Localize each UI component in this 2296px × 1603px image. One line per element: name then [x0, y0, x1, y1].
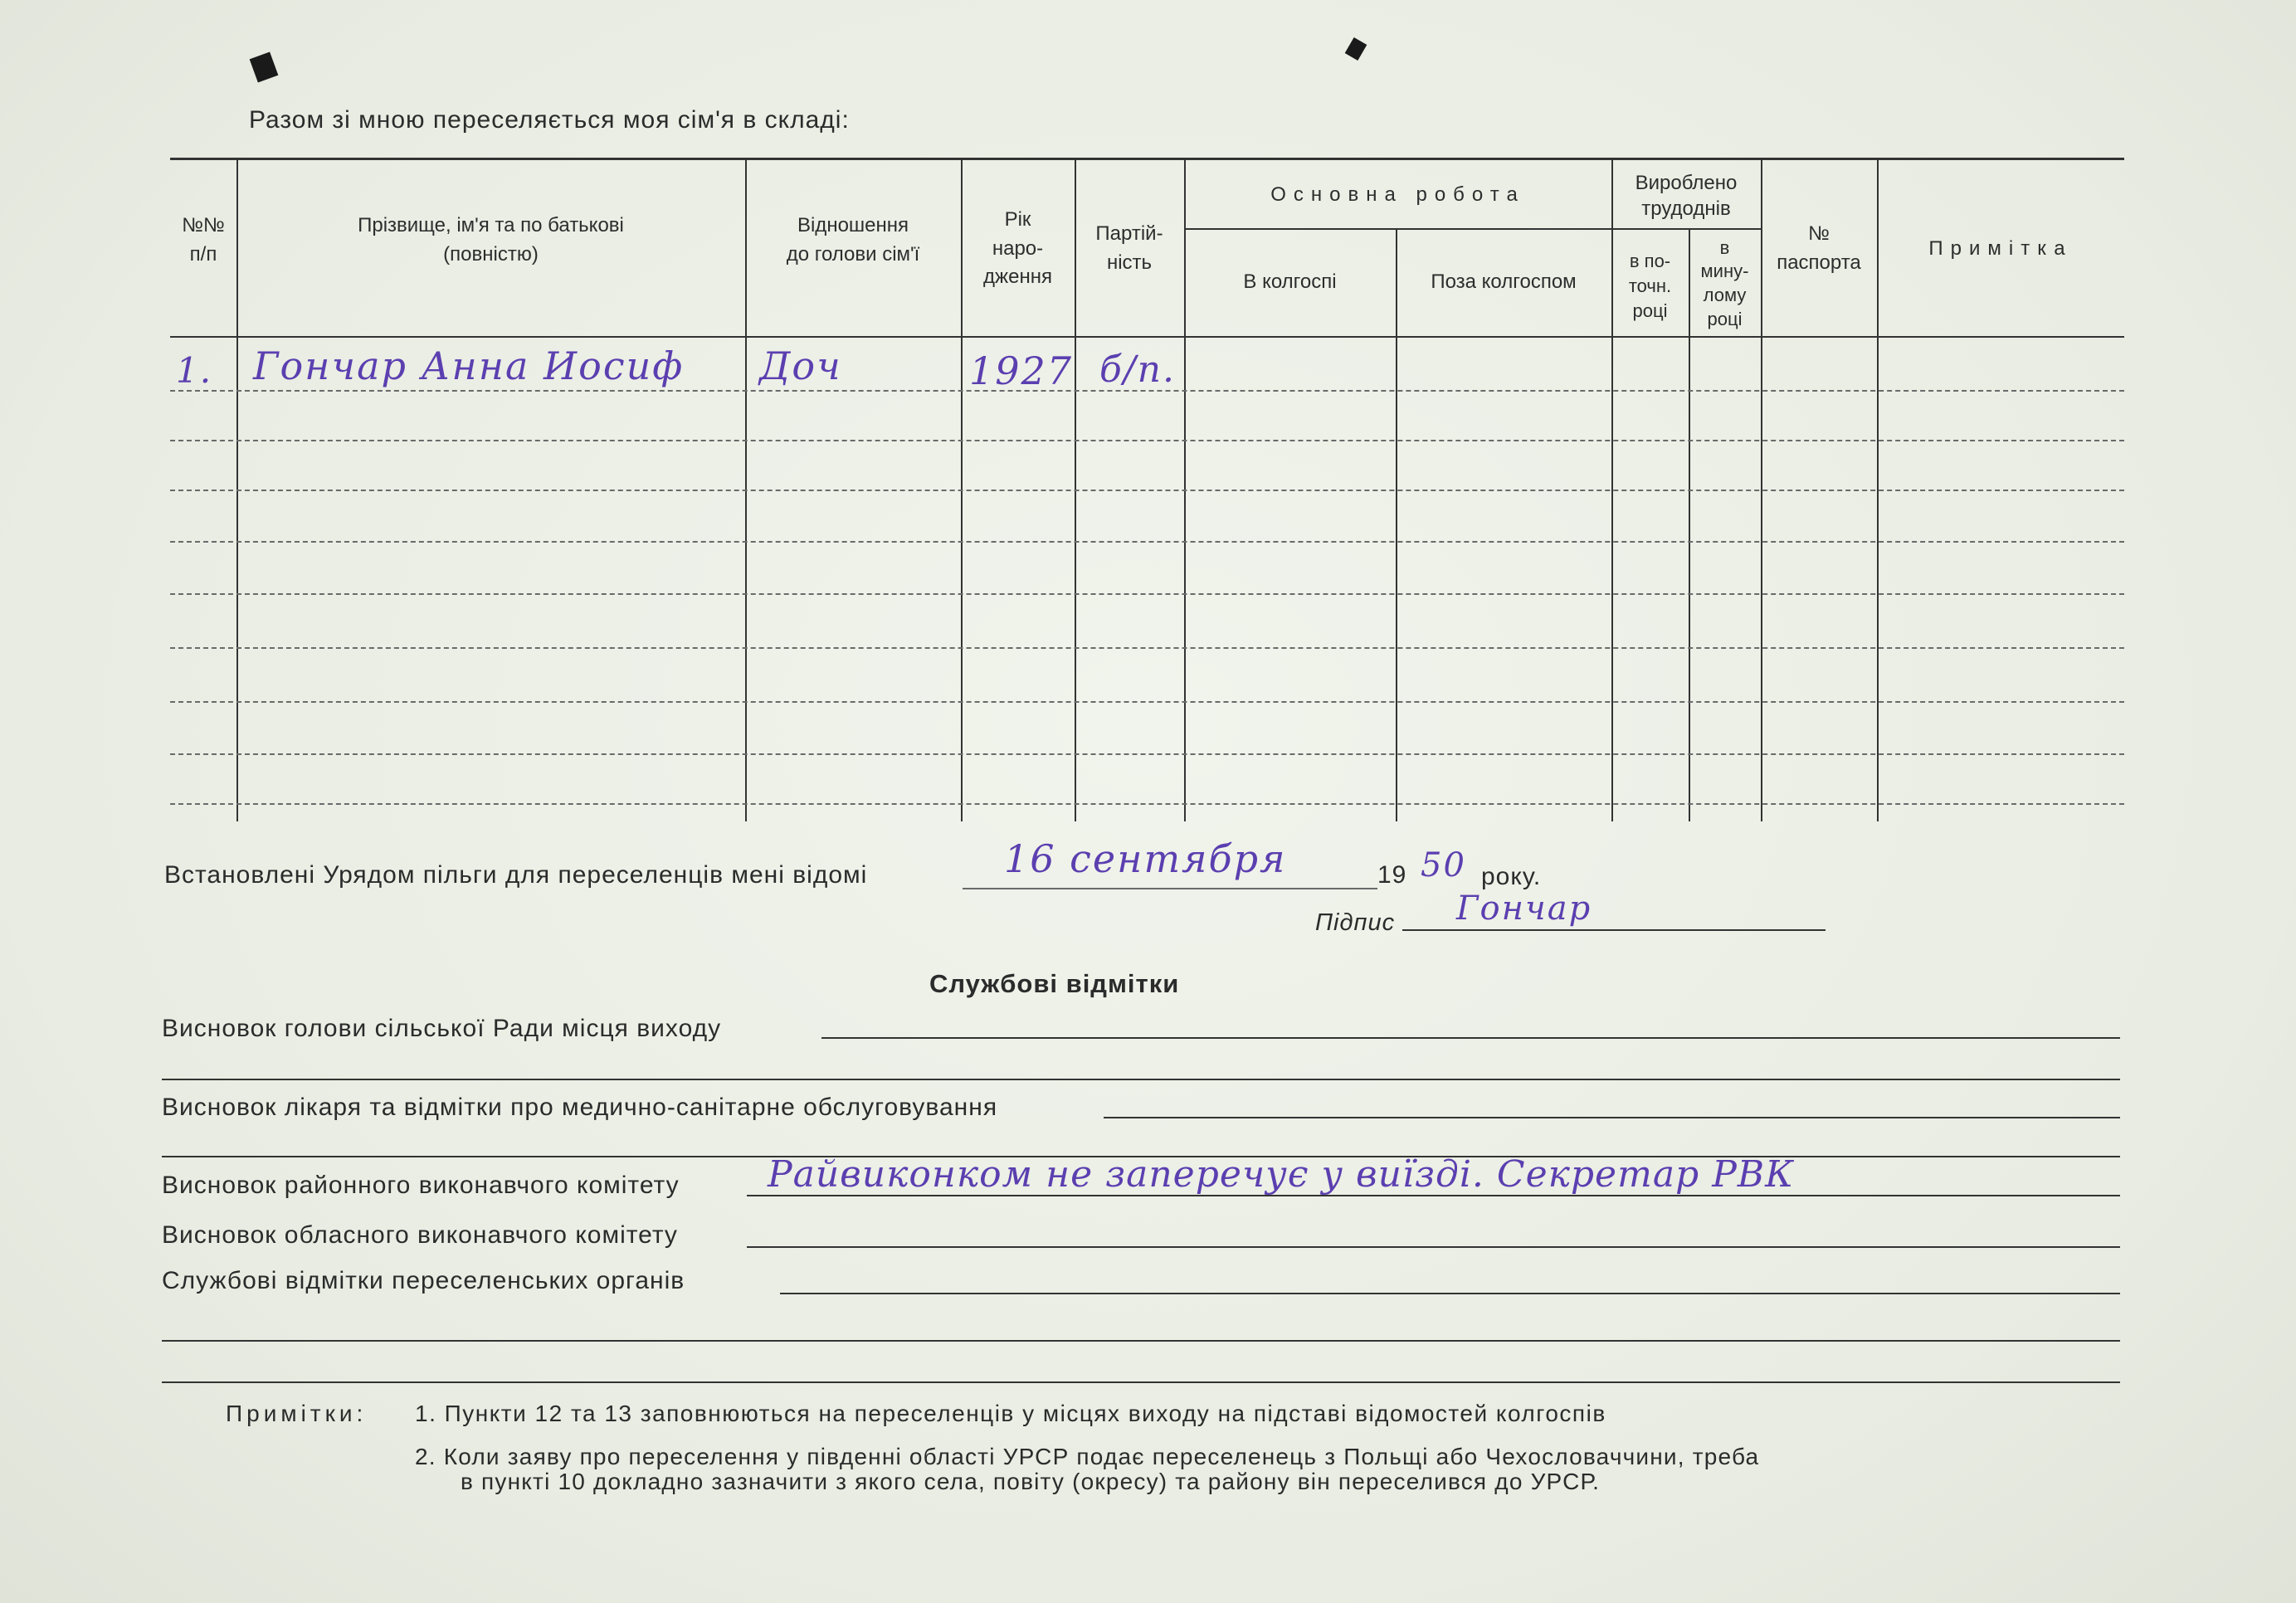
table-top-border	[170, 158, 2124, 160]
col-line	[1396, 228, 1397, 821]
official-line1-rule	[821, 1037, 2120, 1039]
row-line	[170, 490, 2124, 491]
official-line3-hand: Райвиконком не заперечує у виїзді. Секретар РВК	[768, 1153, 1795, 1196]
benefits-date-line	[963, 888, 1377, 889]
row-line	[170, 541, 2124, 543]
row1-birth-year: 1927	[969, 348, 1074, 393]
official-line1: Висновок голови сільської Ради місця виходу	[162, 1015, 722, 1042]
notes-label: Примітки:	[226, 1401, 368, 1426]
row-line	[170, 647, 2124, 649]
official-line5: Службові відмітки переселенських органів	[162, 1267, 685, 1294]
signature: Гончар	[1456, 889, 1592, 928]
official-line5-rule	[780, 1293, 2120, 1294]
header-remark: Примітка	[1928, 236, 2073, 260]
row1-relation: Доч	[759, 344, 842, 388]
official-extra-rule	[162, 1381, 2120, 1383]
header-in-kolhosp: В колгоспі	[1243, 270, 1337, 293]
official-line3: Висновок районного виконавчого комітету	[162, 1172, 680, 1199]
note-1: 1. Пункти 12 та 13 заповнюються на переселенців у місцях виходу на підставі відомостей колгоспів	[415, 1401, 1606, 1426]
official-line2: Висновок лікаря та відмітки про медично-санітарне обслуговування	[162, 1094, 998, 1121]
header-bottom-border	[170, 336, 2124, 338]
row-line	[170, 803, 2124, 805]
header-outside-kolhosp: Поза колгоспом	[1431, 270, 1577, 293]
official-extra-rule	[162, 1079, 2120, 1080]
row-line	[170, 593, 2124, 595]
official-title: Службові відмітки	[929, 969, 1180, 998]
staple-mark	[1345, 37, 1367, 61]
benefits-date: 16 сентября	[1004, 836, 1287, 881]
header-workdays: Вироблено трудоднів	[1635, 171, 1738, 220]
benefits-text: Встановлені Урядом пільги для переселенців мені відомі	[164, 861, 868, 889]
main-work-divider	[1184, 228, 1611, 230]
benefits-year: 50	[1421, 846, 1466, 884]
row1-name: Гончар Анна Иосиф	[253, 344, 685, 388]
family-intro: Разом зі мною переселяється моя сім'я в складі:	[249, 106, 850, 134]
row-line	[170, 753, 2124, 755]
header-birth-year: Рік наро- дження	[983, 207, 1052, 289]
workdays-divider	[1611, 228, 1761, 230]
note-2b: в пункті 10 докладно зазначити з якого села, повіту (окресу) та району він переселився до УРСР.	[461, 1469, 1601, 1494]
header-passport: № паспорта	[1777, 222, 1861, 274]
row1-party: б/п.	[1099, 348, 1177, 391]
header-main-work: Основна робота	[1270, 183, 1525, 206]
header-relation: Відношення до голови сім'ї	[786, 214, 920, 266]
row-line	[170, 701, 2124, 703]
official-extra-rule	[162, 1340, 2120, 1342]
benefits-year-prefix: 19	[1377, 861, 1407, 889]
official-line4-rule	[747, 1246, 2120, 1248]
benefits-year-suffix: року.	[1481, 863, 1542, 890]
header-current-year: в по- точн. році	[1628, 251, 1672, 321]
row-line	[170, 440, 2124, 441]
header-party: Партій- ність	[1095, 222, 1163, 274]
header-name: Прізвище, ім'я та по батькові (повністю)	[358, 214, 624, 266]
header-last-year: в мину- лому році	[1700, 236, 1749, 329]
official-line2-rule	[1104, 1117, 2120, 1118]
note-2a: 2. Коли заяву про переселення у південні області УРСР подає переселенець з Польщі або Чехословаччини, треба	[415, 1444, 1760, 1469]
header-num: №№ п/п	[182, 214, 225, 266]
official-line4: Висновок обласного виконавчого комітету	[162, 1221, 678, 1249]
signature-line	[1402, 929, 1826, 931]
staple-mark	[250, 51, 279, 82]
signature-label: Підпис	[1315, 909, 1396, 936]
row1-num: 1.	[176, 350, 213, 391]
